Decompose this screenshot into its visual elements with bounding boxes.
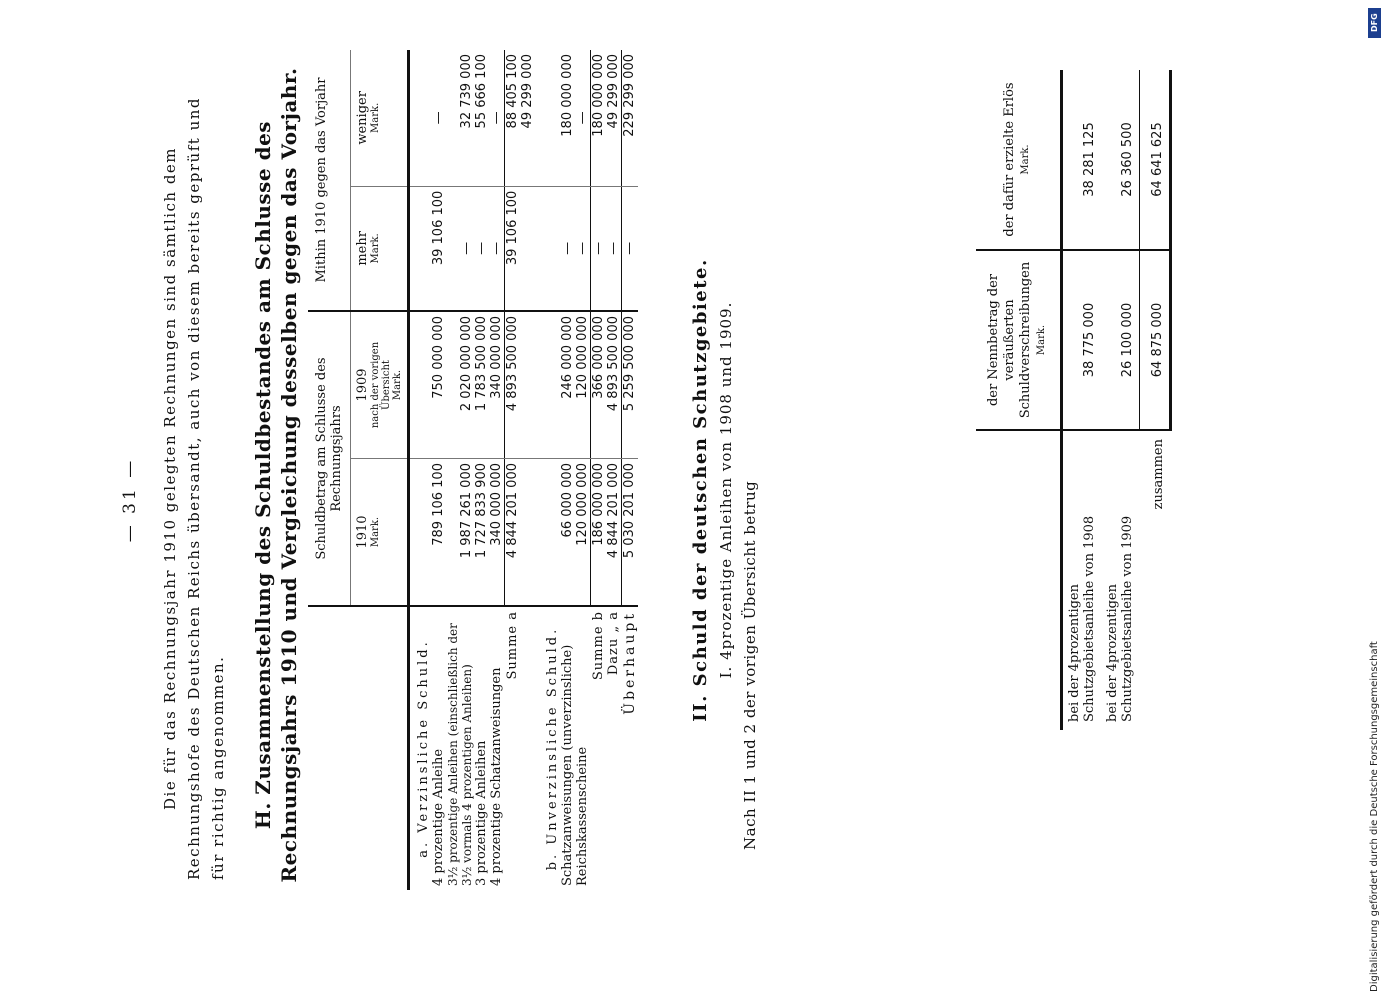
section-ii-subtitle: I. 4prozentige Anleihen von 1908 und 1909. <box>717 301 735 679</box>
value-1909: 4 893 500 000 <box>606 311 622 459</box>
value-1909: 750 000 000 <box>431 311 446 459</box>
value-1910: 186 000 000 <box>591 459 607 607</box>
value-mehr: — <box>446 186 474 311</box>
row-label: bei der 4prozentigen Schutzgebietsanleihe von 1909 <box>1105 515 1135 722</box>
header-nennbetrag: der Nennbetrag der veräußerten Schuldverschreibungen <box>986 261 1033 419</box>
header-1910: 1910 <box>355 515 370 549</box>
row-label: zusammen <box>1151 439 1166 510</box>
value-1909: 246 000 000 <box>560 311 575 459</box>
dazu-a-row <box>606 50 622 890</box>
schuld-table <box>308 50 638 890</box>
table-row <box>474 50 489 890</box>
row-label: 4 prozentige Anleihe <box>431 748 446 886</box>
value-erloes: 26 360 500 <box>1101 70 1139 250</box>
row-label: Überhaupt <box>621 611 638 715</box>
header-unit: Mark. <box>1020 144 1031 175</box>
row-label: 3½ prozentige Anleihen (einschließlich der 3½ vormals 4 prozentigen Anleihen) <box>446 623 474 886</box>
value-weniger: 49 299 000 <box>606 50 622 186</box>
row-label: bei der 4prozentigen Schutzgebietsanleihe von 1908 <box>1067 515 1097 722</box>
header-erloes: der dafür erzielte Erlös <box>1002 82 1017 237</box>
value-mehr: — <box>591 186 607 311</box>
value-1909: 1 783 500 000 <box>474 311 489 459</box>
value-1910: 5 030 201 000 <box>622 459 638 607</box>
value-nennbetrag: 26 100 000 <box>1101 250 1139 430</box>
header-1909: 1909 <box>355 368 370 402</box>
header-unit: Mark. <box>370 102 381 133</box>
row-label: Schatzanweisungen (unverzinsliche) <box>560 644 575 886</box>
row-label: Reichskassenscheine <box>575 746 590 886</box>
value-weniger: — <box>431 50 446 186</box>
summe-b-row <box>591 50 607 890</box>
value-1909: 4 893 500 000 <box>505 311 521 459</box>
value-nennbetrag: 64 875 000 <box>1139 250 1170 430</box>
value-mehr: 39 106 100 <box>505 186 521 311</box>
dfg-logo: DFG <box>1368 8 1381 38</box>
header-1909-note: nach der vorigen Übersicht <box>370 341 392 429</box>
value-weniger: 55 666 100 <box>474 50 489 186</box>
value-mehr: — <box>622 186 638 311</box>
section-ii-intro: Nach II 1 und 2 der vorigen Übersicht betrug <box>741 480 759 850</box>
summe-a-diff-row <box>520 50 535 890</box>
schutzgebiete-table <box>976 70 1172 730</box>
value-erloes: 38 281 125 <box>1062 70 1102 250</box>
section-h-label: H. <box>251 802 275 830</box>
value-weniger: — <box>575 50 591 186</box>
section-ii-title: II. Schuld der deutschen Schutzgebiete. <box>690 258 711 722</box>
value-diff: 49 299 000 <box>520 50 535 186</box>
value-mehr: — <box>606 186 622 311</box>
header-unit: Mark. <box>370 516 381 548</box>
intro-paragraph: Die für das Rechnungsjahr 1910 gelegten Rechnungen sind sämtlich dem Rechnungshofe des Deutschen Reichs übersandt, auch von diesem bereits geprüft und für richtig angenommen. <box>161 97 227 880</box>
table-row <box>560 50 575 890</box>
table-row <box>446 50 474 890</box>
table-row <box>575 50 591 890</box>
value-weniger: — <box>489 50 505 186</box>
value-mehr: — <box>560 186 575 311</box>
value-1910: 1 987 261 000 <box>446 459 474 607</box>
section-a-heading: a. Verzinsliche Schuld. <box>416 639 431 858</box>
section-ii <box>690 90 759 890</box>
page-number: — 31 — <box>120 457 140 543</box>
value-weniger: 180 000 000 <box>591 50 607 186</box>
total-row <box>1139 70 1170 730</box>
header-unit: Mark. <box>1036 324 1047 356</box>
value-1910: 4 844 201 000 <box>606 459 622 607</box>
value-mehr: — <box>575 186 591 311</box>
ueberhaupt-row <box>622 50 638 890</box>
value-1909: 120 000 000 <box>575 311 591 459</box>
section-b-heading: b. Unverzinsliche Schuld. <box>545 626 560 871</box>
value-1910: 789 106 100 <box>431 459 446 607</box>
table-row <box>489 50 505 890</box>
value-1910: 4 844 201 000 <box>505 459 521 607</box>
value-erloes: 64 641 625 <box>1139 70 1170 250</box>
table-row <box>1101 70 1139 730</box>
value-weniger: 229 299 000 <box>622 50 638 186</box>
value-1910: 66 000 000 <box>560 459 575 607</box>
value-nennbetrag: 38 775 000 <box>1062 250 1102 430</box>
value-mehr: 39 106 100 <box>431 186 446 311</box>
header-weniger: weniger <box>355 91 370 145</box>
value-1909: 5 259 500 000 <box>622 311 638 459</box>
value-1909: 2 020 000 000 <box>446 311 474 459</box>
row-label: Summe b <box>590 611 606 681</box>
value-weniger: 180 000 000 <box>560 50 575 186</box>
row-label: 4 prozentige Schatzanweisungen <box>489 667 504 886</box>
row-label: Dazu „ a <box>606 611 621 676</box>
row-label: Summe a <box>504 611 520 680</box>
summe-a-row <box>505 50 521 890</box>
header-mithin: Mithin 1910 gegen das Vorjahr <box>308 50 351 311</box>
value-1910: 120 000 000 <box>575 459 591 607</box>
value-1909: 366 000 000 <box>591 311 607 459</box>
section-h-title <box>250 40 302 910</box>
value-mehr: — <box>489 186 505 311</box>
header-unit: Mark. <box>370 233 381 264</box>
table-row <box>431 50 446 890</box>
header-unit: Mark. <box>392 369 403 401</box>
digitization-credit: Digitalisierung gefördert durch die Deutsche Forschungsgemeinschaft <box>1369 641 1380 992</box>
section-h-heading: Zusammenstellung des Schuldbestandes am Schlusse des Rechnungsjahrs 1910 und Vergleichung desselben gegen das Vorjahr. <box>251 67 301 883</box>
value-1909: 340 000 000 <box>489 311 505 459</box>
value-1910: 340 000 000 <box>489 459 505 607</box>
header-schuldbetrag: Schuldbetrag am Schlusse des Rechnungsjahrs <box>308 311 351 606</box>
row-label: 3 prozentige Anleihen <box>474 740 489 886</box>
value-weniger: 32 739 000 <box>446 50 474 186</box>
value-mehr: — <box>474 186 489 311</box>
value-1910: 1 727 833 900 <box>474 459 489 607</box>
value-weniger: 88 405 100 <box>505 50 521 186</box>
table-row <box>1062 70 1102 730</box>
header-mehr: mehr <box>355 231 370 266</box>
